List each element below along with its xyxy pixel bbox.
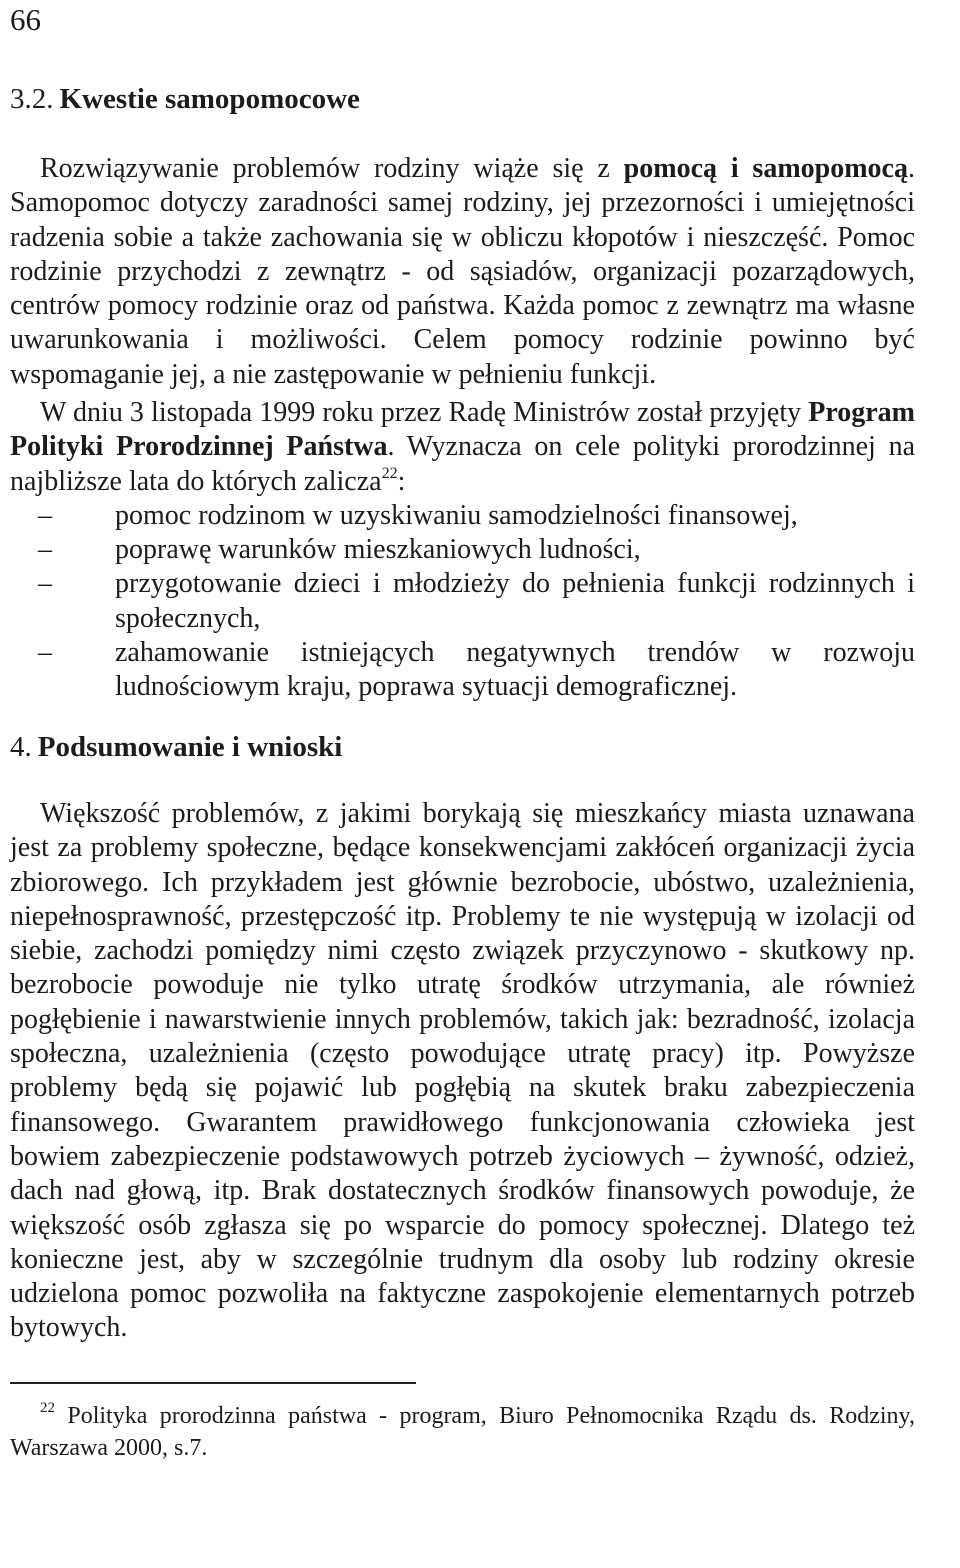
footnote-text: Polityka prorodzinna państwa - program, Biuro Pełnomocnika Rządu ds. Rodziny, Warszawa 2000, s.7. bbox=[10, 1403, 915, 1461]
list-item bbox=[10, 636, 915, 705]
dash-bullet: – bbox=[38, 499, 52, 531]
section-title: Podsumowanie i wnioski bbox=[37, 731, 343, 763]
paragraph-text: Rozwiązywanie problemów rodziny wiąże się z bbox=[40, 153, 624, 184]
program-body bbox=[10, 396, 915, 705]
list-item-text: poprawę warunków mieszkaniowych ludności, bbox=[115, 534, 641, 566]
list-item-text: przygotowanie dzieci i młodzieży do pełnienia funkcji rodzinnych i społecznych, bbox=[115, 568, 915, 634]
footnote-reference: 22 bbox=[381, 464, 398, 482]
list-item bbox=[10, 499, 915, 533]
list-item-text: zahamowanie istniejących negatywnych trendów w rozwoju ludnościowym kraju, poprawa sytuacji demograficznej. bbox=[115, 637, 915, 703]
section-4-body bbox=[10, 797, 915, 1346]
footnote-divider bbox=[10, 1382, 416, 1384]
section-3-2-body bbox=[10, 152, 915, 392]
footnote-number: 22 bbox=[40, 1400, 55, 1416]
paragraph-self-help bbox=[10, 152, 915, 392]
footnote bbox=[10, 1400, 915, 1464]
bold-phrase: pomocą i samopomocą bbox=[623, 153, 908, 184]
paragraph-text: : bbox=[397, 465, 406, 497]
dash-bullet: – bbox=[38, 568, 52, 600]
paragraph-text: . Wyznacza on cele polityki prorodzinnej na najbliższe lata do których zalicza bbox=[10, 431, 915, 497]
section-number: 4. bbox=[10, 731, 32, 763]
paragraph-text: . Samopomoc dotyczy zaradności samej rodziny, jej przezorności i umiejętności radzenia sobie a także zachowania się w obliczu kłopotów i nieszczęść. Pomoc rodzinie przychodzi z zewnątrz - od sąsiadów, organizacji pozarządowych, centrów pomocy rodzinie oraz od państwa. Każda pomoc z zewnątrz ma własne uwarunkowania i możliwości. Celem pomocy rodzinie powinno być wspomaganie jej, a nie zastępowanie w pełnieniu funkcji. bbox=[10, 153, 915, 390]
paragraph-program bbox=[10, 396, 915, 499]
section-title: Kwestie samopomocowe bbox=[59, 83, 360, 115]
bold-program-name: Program Polityki Prorodzinnej Państwa bbox=[10, 397, 915, 463]
goals-list bbox=[10, 499, 915, 705]
section-heading-3-2 bbox=[10, 83, 360, 116]
section-heading-4 bbox=[10, 731, 342, 764]
dash-bullet: – bbox=[38, 534, 52, 566]
paragraph-text: W dniu 3 listopada 1999 roku przez Radę Ministrów został przyjęty bbox=[40, 397, 809, 428]
page-number: 66 bbox=[10, 2, 41, 37]
paragraph-summary: Większość problemów, z jakimi borykają się mieszkańcy miasta uznawana jest za problemy społeczne, będące konsekwencjami zakłóceń organizacji życia zbiorowego. Ich przykładem jest głównie bezrobocie, ubóstwo, uzależnienia, niepełnosprawność, przestępczość itp. Problemy te nie występują w izolacji od siebie, zachodzi pomiędzy nimi często związek przyczynowo - skutkowy np. bezrobocie powoduje nie tylko utratę środków utrzymania, ale również pogłębienie i nawarstwienie innych problemów, takich jak: bezradność, izolacja społeczna, uzależnienia (często powodujące utratę pracy) itp. Powyższe problemy będą się pojawić lub pogłębią na skutek braku zabezpieczenia finansowego. Gwarantem prawidłowego funkcjonowania człowieka jest bowiem zabezpieczenie podstawowych potrzeb życiowych – żywność, odzież, dach nad głową, itp. Brak dostatecznych środków finansowych powoduje, że większość osób zgłasza się po wsparcie do pomocy społecznej. Dlatego też konieczne jest, aby w szczególnie trudnym dla osoby lub rodziny okresie udzielona pomoc pozwoliła na faktyczne zaspokojenie elementarnych potrzeb bytowych. bbox=[10, 798, 915, 1344]
section-number: 3.2. bbox=[10, 83, 54, 115]
list-item bbox=[10, 533, 915, 567]
list-item-text: pomoc rodzinom w uzyskiwaniu samodzielności finansowej, bbox=[115, 499, 798, 531]
dash-bullet: – bbox=[38, 637, 52, 669]
list-item bbox=[10, 567, 915, 636]
